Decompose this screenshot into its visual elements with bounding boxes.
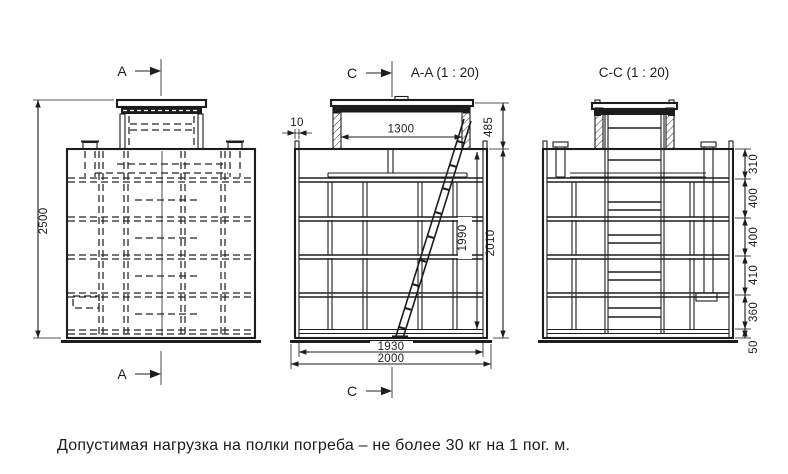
cc-level-dim-5: 360 bbox=[748, 301, 760, 323]
section-cc-view bbox=[538, 65, 760, 354]
svg-text:2010: 2010 bbox=[485, 229, 497, 257]
section-mark-a-bottom bbox=[117, 351, 161, 385]
front-body bbox=[67, 149, 255, 338]
cc-neck-wall-left bbox=[595, 108, 603, 149]
front-hatch-lid bbox=[117, 100, 206, 107]
dim-485 bbox=[475, 103, 509, 149]
section-aa-view bbox=[282, 61, 509, 399]
section-letter-c-top: C bbox=[346, 65, 358, 81]
cc-level-dim-1: 310 bbox=[748, 153, 760, 175]
section-letter-a-bottom: A bbox=[117, 366, 127, 382]
section-cc-title: C-C (1 : 20) bbox=[598, 65, 670, 80]
section-aa-title: A-A (1 : 20) bbox=[410, 65, 480, 80]
front-height-dim-label: 2500 bbox=[38, 207, 50, 235]
front-vent-right bbox=[226, 142, 244, 150]
svg-text:2000: 2000 bbox=[377, 353, 405, 365]
aa-neck-wall-left bbox=[333, 106, 341, 149]
front-hidden-shelves bbox=[68, 164, 254, 334]
aa-hatch-lid bbox=[331, 100, 473, 106]
dim-wall-10 bbox=[282, 117, 312, 139]
section-mark-c-top bbox=[347, 61, 392, 97]
cc-dim-chain bbox=[735, 149, 760, 354]
load-note: Допустимая нагрузка на полки погреба – не более 30 кг на 1 пог. м. bbox=[57, 437, 571, 454]
svg-text:10: 10 bbox=[290, 117, 304, 129]
cc-level-dim-4: 410 bbox=[748, 264, 760, 286]
cc-level-dim-2: 400 bbox=[748, 187, 760, 209]
section-mark-c-bottom bbox=[347, 367, 392, 399]
cc-vent-pipe-left bbox=[553, 142, 568, 177]
svg-text:1930: 1930 bbox=[377, 341, 405, 353]
cc-level-dim-3: 400 bbox=[748, 226, 760, 248]
svg-text:1300: 1300 bbox=[387, 123, 415, 136]
cc-hatch-lid bbox=[592, 103, 677, 109]
cc-shelves bbox=[547, 178, 729, 297]
section-letter-c-bottom: C bbox=[346, 383, 358, 399]
front-view bbox=[33, 59, 261, 385]
dim-1300 bbox=[341, 124, 462, 140]
svg-text:1990: 1990 bbox=[457, 224, 469, 252]
aa-lid-handle bbox=[395, 97, 408, 101]
aa-shelves bbox=[299, 178, 483, 297]
front-hidden-posts bbox=[85, 151, 240, 336]
section-letter-a-top: A bbox=[117, 63, 127, 79]
section-mark-a-top bbox=[117, 59, 161, 96]
cc-neck-wall-right bbox=[666, 108, 674, 149]
cc-level-dim-6: 50 bbox=[748, 340, 760, 354]
cc-ladder bbox=[605, 115, 664, 333]
dim-2010 bbox=[485, 149, 509, 338]
svg-text:485: 485 bbox=[483, 116, 495, 138]
front-vent-left bbox=[81, 142, 99, 150]
